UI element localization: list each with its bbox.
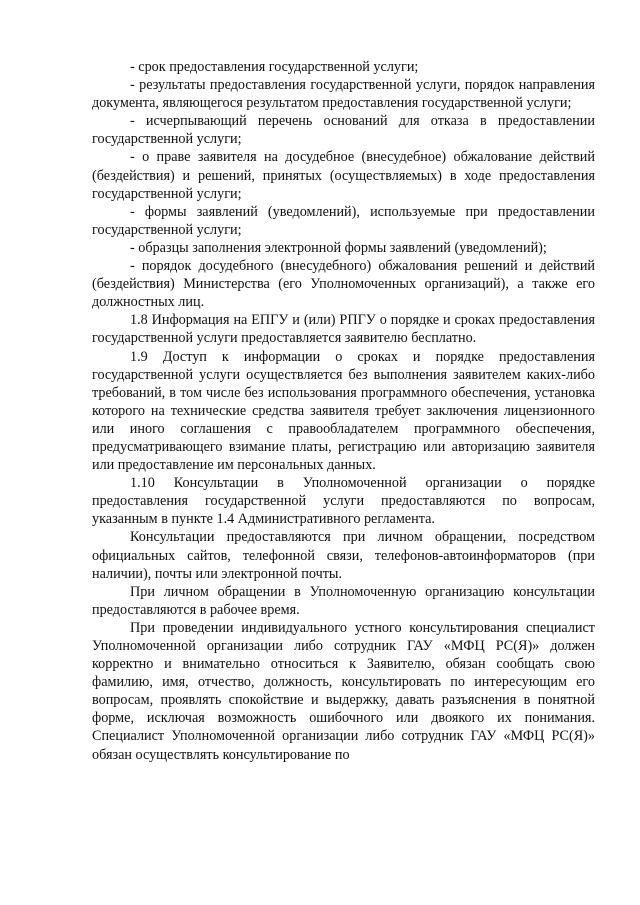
paragraph-1-10: 1.10 Консультации в Уполномоченной организации о порядке предоставления государственной услуги предоставляются по вопросам, указанным в пункте 1.4 Административного регламента.	[92, 475, 595, 528]
paragraph-appeal-right: - о праве заявителя на досудебное (внесудебное) обжалование действий (бездействия) и решений, принятых (осуществляемых) в ходе предоставления государственной услуги;	[92, 149, 595, 202]
paragraph-consultation-channels: Консультации предоставляются при личном обращении, посредством официальных сайтов, телефонной связи, телефонов-автоинформаторов (при наличии), почты или электронной почты.	[92, 529, 595, 582]
paragraph-1-8: 1.8 Информация на ЕПГУ и (или) РПГУ о порядке и сроках предоставления государственной услуги предоставляется заявителю бесплатно.	[92, 312, 595, 347]
paragraph-refusal-grounds: - исчерпывающий перечень оснований для отказа в предоставлении государственной услуги;	[92, 113, 595, 148]
paragraph-form-samples: - образцы заполнения электронной формы заявлений (уведомлений);	[130, 239, 547, 256]
paragraph-appeal-procedure: - порядок досудебного (внесудебного) обжалования решений и действий (бездействия) Министерства (его Уполномоченных организаций), а также его должностных лиц.	[92, 258, 595, 311]
paragraph-personal-visit: При личном обращении в Уполномоченную организацию консультации предоставляются в рабочее время.	[92, 583, 595, 618]
paragraph-oral-consulting: При проведении индивидуального устного консультирования специалист Уполномоченной организации либо сотрудник ГАУ «МФЦ РС(Я)» должен корректно и внимательно относиться к Заявителю, обязан сообщать свою фамилию, имя, отчество, должность, консультировать по интересующим его вопросам, проявлять спокойствие и выдержку, давать разъяснения в понятной форме, исключая возможность ошибочного или двоякого их понимания. Специалист Уполномоченной организации либо сотрудник ГАУ «МФЦ РС(Я)» обязан осуществлять консультирование по	[92, 619, 595, 763]
paragraph-results: - результаты предоставления государственной услуги, порядок направления документа, являющегося результатом предоставления государственной услуги;	[92, 77, 595, 112]
paragraph-term: - срок предоставления государственной услуги;	[130, 59, 419, 75]
paragraph-1-9: 1.9 Доступ к информации о сроках и порядке предоставления государственной услуги осуществляется без выполнения заявителем каких-либо требований, в том числе без использования программного обеспечения, установка которого на технические средства заявителя требует заключения лицензионного или иного соглашения с правообладателем программного обеспечения, предусматривающего взимание платы, регистрацию или авторизацию заявителя или предоставление им персональных данных.	[92, 348, 595, 474]
paragraph-application-forms: - формы заявлений (уведомлений), используемые при предоставлении государственной услуги;	[92, 203, 595, 238]
